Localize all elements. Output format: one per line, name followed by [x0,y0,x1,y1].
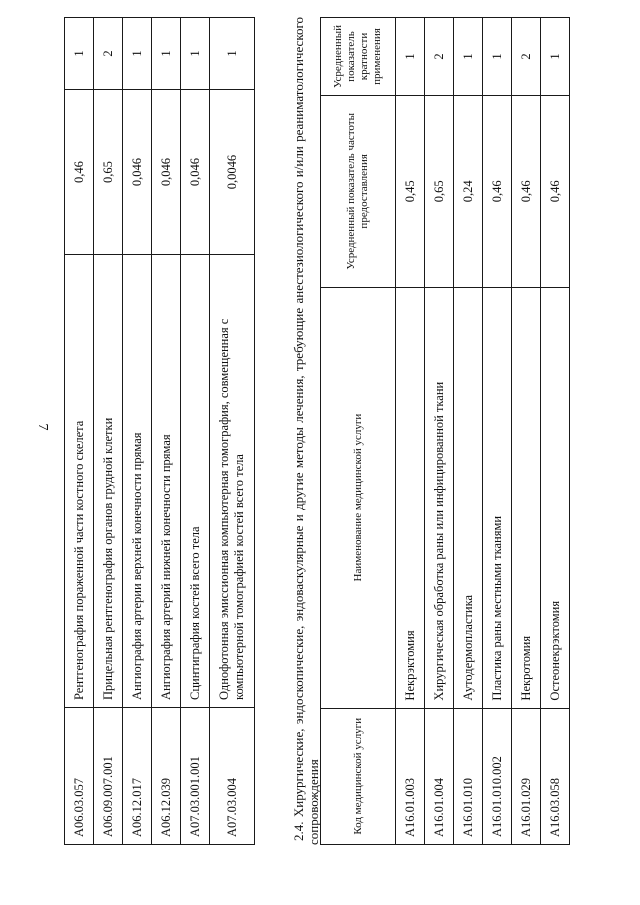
table-row [396,18,425,845]
service-name: Ангиография артерий нижней конечности прямая [152,255,181,708]
multiplicity-value: 1 [454,18,483,96]
service-code: A16.01.004 [425,708,454,844]
service-name: Однофотонная эмиссионная компьютерная томография, совмещенная с компьютерной томографией костей всего тела [210,255,255,708]
service-name: Аутодермопластика [454,287,483,708]
column-header-multiplicity: Усредненный показатель кратности применения [321,18,396,96]
service-name: Хирургическая обработка раны или инфицированной ткани [425,287,454,708]
multiplicity-value: 1 [152,18,181,90]
service-code: A07.03.001.001 [181,708,210,845]
service-name: Сцинтиграфия костей всего тела [181,255,210,708]
frequency-value: 0,046 [181,90,210,255]
service-code: A06.12.039 [152,708,181,845]
multiplicity-value: 2 [425,18,454,96]
multiplicity-value: 2 [512,18,541,96]
service-name: Рентгенография пораженной части костного скелета [65,255,94,708]
service-name: Некрэктомия [396,287,425,708]
page-number: 7 [35,423,50,431]
multiplicity-value: 1 [181,18,210,90]
frequency-value: 0,046 [152,90,181,255]
column-header-name: Наименование медицинской услуги [321,287,396,708]
table-row [152,18,181,845]
service-code: A16.01.010 [454,708,483,844]
frequency-value: 0,46 [483,96,512,288]
multiplicity-value: 1 [123,18,152,90]
service-code: A07.03.004 [210,708,255,845]
service-code: A06.03.057 [65,708,94,845]
frequency-value: 0,65 [425,96,454,288]
section-title: 2.4. Хирургические, эндоскопические, эндоваскулярные и другие методы лечения, требующие анестезиологического и/или реаниматологического сопровождения [291,17,321,845]
table-row [483,18,512,845]
diagnostics-table [64,17,255,845]
frequency-value: 0,46 [65,90,94,255]
frequency-value: 0,46 [512,96,541,288]
table-row [65,18,94,845]
service-name: Пластика раны местными тканями [483,287,512,708]
table-row [541,18,570,845]
service-name: Остеонекрэктомия [541,287,570,708]
service-name: Ангиография артерии верхней конечности прямая [123,255,152,708]
multiplicity-value: 1 [210,18,255,90]
frequency-value: 0,24 [454,96,483,288]
service-code: A16.01.029 [512,708,541,844]
surgical-methods-table [320,17,570,845]
frequency-value: 0,46 [541,96,570,288]
frequency-value: 0,0046 [210,90,255,255]
service-code: A16.01.010.002 [483,708,512,844]
service-name: Прицельная рентгенография органов грудной клетки [94,255,123,708]
document-content [64,17,617,845]
table-row [454,18,483,845]
table-row [512,18,541,845]
service-code: A06.12.017 [123,708,152,845]
service-code: A16.01.003 [396,708,425,844]
frequency-value: 0,65 [94,90,123,255]
column-header-frequency: Усредненный показатель частоты предоставления [321,96,396,288]
table-row [210,18,255,845]
table-header-row [321,18,396,845]
column-header-code: Код медицинской услуги [321,708,396,844]
table-row [425,18,454,845]
service-code: A16.03.058 [541,708,570,844]
multiplicity-value: 1 [65,18,94,90]
table-row [123,18,152,845]
service-name: Некротомия [512,287,541,708]
table-row [181,18,210,845]
multiplicity-value: 1 [396,18,425,96]
frequency-value: 0,046 [123,90,152,255]
multiplicity-value: 1 [483,18,512,96]
frequency-value: 0,45 [396,96,425,288]
table-row [94,18,123,845]
service-code: A06.09.007.001 [94,708,123,845]
multiplicity-value: 2 [94,18,123,90]
multiplicity-value: 1 [541,18,570,96]
